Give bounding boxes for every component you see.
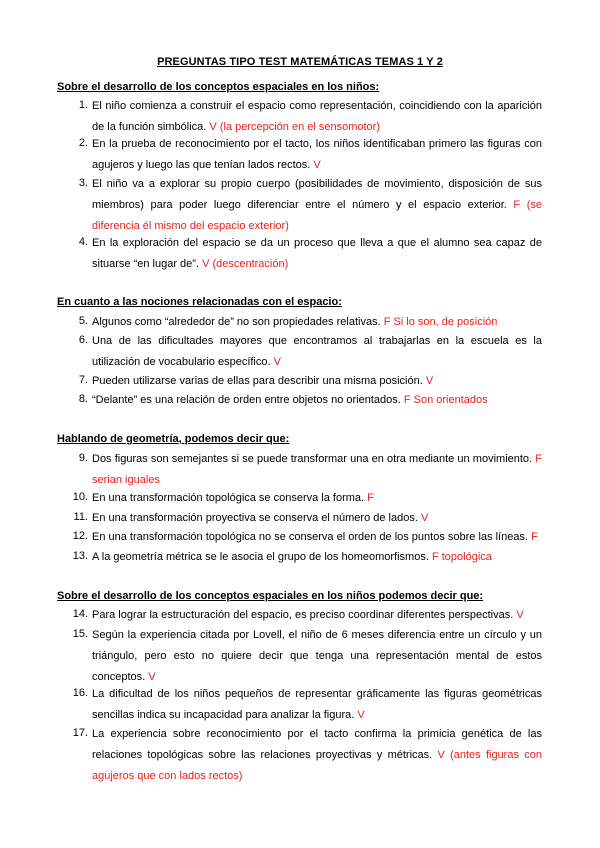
question-text: Algunos como “alrededor de” no son propiedades relativas. — [92, 316, 381, 328]
question-item — [68, 233, 542, 275]
answer-text: V (antes figuras con agujeros que con lados rectos) — [92, 749, 542, 782]
question-item — [68, 684, 542, 726]
question-item — [68, 508, 542, 529]
question-number: 2. — [78, 137, 88, 149]
question-number: 12. — [72, 530, 88, 542]
question-number: 13. — [72, 550, 88, 562]
answer-text: F — [531, 531, 538, 543]
question-text: En la exploración del espacio se da un proceso que lleva a que el alumno sea capaz de situarse “en lugar de”. — [92, 237, 542, 270]
question-text: Dos figuras son semejantes si se puede transformar una en otra mediante un movimiento. — [92, 453, 533, 465]
question-text: En la prueba de reconocimiento por el tacto, los niños identificaban primero las figuras con agujeros y luego las que tenían lados rectos. — [92, 138, 542, 171]
question-number: 3. — [78, 177, 88, 189]
section-heading: Sobre el desarrollo de los conceptos espaciales en los niños podemos decir que: — [57, 590, 484, 602]
answer-text: V — [357, 709, 365, 721]
question-number: 8. — [78, 393, 88, 405]
question-text: Para lograr la estructuración del espacio, es preciso coordinar diferentes perspectivas. — [92, 609, 514, 621]
answer-text: V — [148, 671, 156, 683]
question-number: 1. — [78, 99, 88, 111]
answer-text: F Si lo son, de posición — [383, 316, 498, 328]
question-item — [68, 371, 542, 392]
question-text: El niño va a explorar su propio cuerpo (posibilidades de movimiento, disposición de sus miembros) para poder luego diferenciar entre el número y el espacio exterior. — [92, 178, 542, 211]
question-item — [68, 547, 542, 568]
question-item — [68, 527, 542, 548]
answer-text: F — [367, 492, 374, 504]
answer-text: V — [273, 356, 281, 368]
question-text: A la geometría métrica se le asocia el grupo de los homeomorfismos. — [92, 551, 429, 563]
question-number: 10. — [72, 491, 88, 503]
section-heading: En cuanto a las nociones relacionadas con el espacio: — [57, 296, 342, 308]
question-number: 7. — [78, 374, 88, 386]
answer-text: V (descentración) — [202, 258, 289, 270]
answer-text: V — [425, 375, 434, 387]
page-title: PREGUNTAS TIPO TEST MATEMÁTICAS TEMAS 1 Y 2 — [157, 56, 443, 68]
question-number: 15. — [72, 628, 88, 640]
question-text: La experiencia sobre reconocimiento por el tacto confirma la primicia genética de las relaciones topológicas sobre las relaciones proyectivas y métricas. — [92, 728, 542, 761]
answer-text: V — [313, 159, 321, 171]
question-number: 14. — [72, 608, 88, 620]
answer-text: F serian iguales — [92, 453, 542, 486]
question-text: En una transformación topológica se conserva la forma. — [92, 492, 365, 504]
question-number: 16. — [72, 687, 88, 699]
question-text: Según la experiencia citada por Lovell, el niño de 6 meses diferencia entre un círculo y un triángulo, pero esto no quiere decir que tenga una representación mental de estos conceptos. — [92, 629, 542, 683]
question-text: Una de las dificultades mayores que encontramos al trabajarlas en la escuela es la utilización de vocabulario específico. — [92, 335, 542, 368]
question-item — [68, 174, 542, 237]
question-item — [68, 134, 542, 176]
question-number: 4. — [78, 236, 88, 248]
question-text: “Delante” es una relación de orden entre objetos no orientados. — [92, 394, 401, 406]
question-item — [68, 390, 542, 411]
answer-text: F (se diferencia él mismo del espacio exterior) — [92, 199, 543, 232]
question-item — [68, 625, 542, 688]
answer-text: F topológica — [431, 551, 492, 563]
question-number: 6. — [78, 334, 88, 346]
section-heading: Sobre el desarrollo de los conceptos espaciales en los niños: — [57, 81, 380, 93]
answer-text: V (la percepción en el sensomotor) — [209, 121, 380, 133]
question-text: En una transformación topológica no se conserva el orden de los puntos sobre las líneas. — [92, 531, 528, 543]
question-item — [68, 488, 542, 509]
question-text: En una transformación proyectiva se conserva el número de lados. — [92, 512, 418, 524]
question-item — [68, 96, 542, 138]
answer-text: V — [420, 512, 429, 524]
question-number: 17. — [72, 727, 88, 739]
question-item — [68, 449, 542, 491]
question-item — [68, 312, 542, 333]
question-item — [68, 724, 542, 787]
question-text: El niño comienza a construir el espacio como representación, coincidiendo con la aparición de la función simbólica. — [92, 100, 542, 133]
question-text: La dificultad de los niños pequeños de representar gráficamente las figuras geométricas sencillas indica su incapacidad para analizar la figura. — [92, 688, 542, 721]
answer-text: F Son orientados — [403, 394, 488, 406]
question-number: 9. — [78, 452, 88, 464]
question-number: 5. — [78, 315, 88, 327]
question-text: Pueden utilizarse varias de ellas para describir una misma posición. — [92, 375, 423, 387]
question-item — [68, 605, 542, 626]
answer-text: V — [516, 609, 524, 621]
question-item — [68, 331, 542, 373]
section-heading: Hablando de geometría, podemos decir que: — [57, 433, 290, 445]
question-number: 11. — [73, 511, 88, 523]
